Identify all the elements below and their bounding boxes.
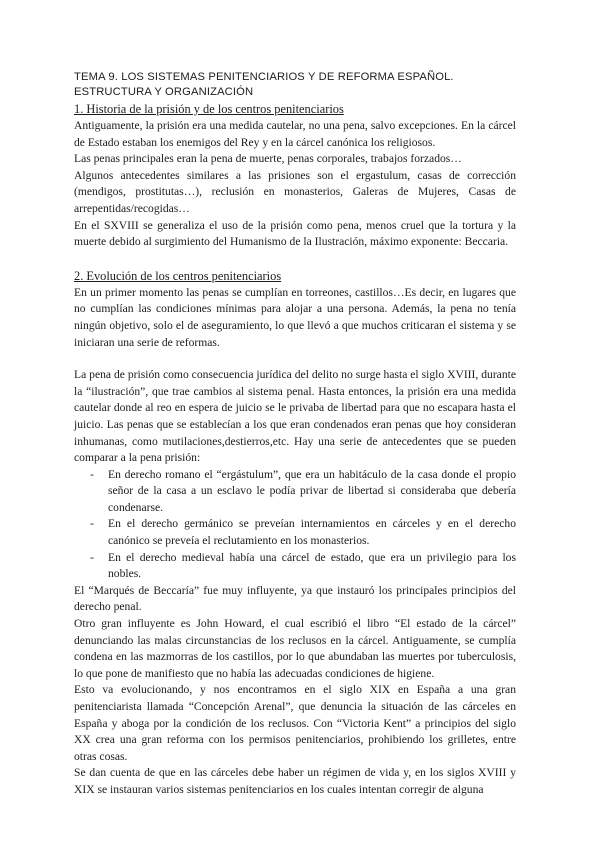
list-item [74,467,516,517]
dash-bullet: - [90,467,94,481]
list-item-text: En derecho romano el “ergástulum”, que era un habitáculo de la casa donde el propio señor de la casa a un esclavo le podía privar de libertad si consideraba que debería condenarse. [108,467,516,514]
section-2-paragraph-3: El “Marqués de Beccaría” fue muy influyente, ya que instauró los principales principios del derecho penal. [74,583,516,614]
list-item-text: En el derecho germánico se preveían internamientos en cárceles y en el derecho canónico se preveía el reclutamiento en los monasterios. [108,517,516,548]
section-2-paragraph-4: Otro gran influyente es John Howard, el cual escribió el libro “El estado de la cárcel” denunciando las malas circunstancias de los reclusos en la cárcel. Antiguamente, se cumplía condena en las mazmorras de los castillos, por lo que abundaban las muertes por tuberculosis, lo que pone de manifiesto que no había las adecuadas condiciones de higiene. [74,617,516,680]
document-title: TEMA 9. LOS SISTEMAS PENITENCIARIOS Y DE REFORMA ESPAÑOL. ESTRUCTURA Y ORGANIZACIÓN [74,71,454,98]
spacer [74,351,516,367]
section-1-paragraph-1: Antiguamente, la prisión era una medida cautelar, no una pena, salvo excepciones. En la cárcel de Estado estaban los enemigos del Rey y en la cárcel canónica los religiosos. [74,119,516,149]
dash-bullet: - [90,517,94,531]
antecedents-list [74,467,516,583]
section-2-paragraph-5: Esto va evolucionando, y nos encontramos en el siglo XIX en España a una gran penitenciarista llamada “Concepción Arenal”, que denuncia la situación de las cárceles en España y aboga por la condición de los reclusos. Con “Victoria Kent” a principios del siglo XX crea una gran reforma con los permisos penitenciarios, prohibiendo los grilletes, entre otras cosas. [74,683,516,763]
section-1-paragraph-2: Las penas principales eran la pena de muerte, penas corporales, trabajos forzados… [74,152,462,166]
dash-bullet: - [90,550,94,564]
list-item [74,516,516,549]
section-2-paragraph-6: Se dan cuenta de que en las cárceles debe haber un régimen de vida y, en los siglos XVIII y XIX se instauran varios sistemas penitenciarios en los cuales intentan corregir de alguna [74,766,516,796]
list-item [74,550,516,583]
section-2-paragraph-1: En un primer momento las penas se cumplían en torreones, castillos…Es decir, en lugares que no cumplían las condiciones mínimas para alojar a una persona. Además, la pena no tenía ningún objetivo, solo el de aseguramiento, lo que llevó a que muchos criticaran el sistema y se iniciaran una serie de reformas. [74,285,516,349]
section-1-paragraph-4: En el SXVIII se generaliza el uso de la prisión como pena, menos cruel que la tortura y la muerte debido al surgimiento del Humanismo de la Ilustración, máximo exponente: Beccaria. [74,218,516,249]
spacer [74,251,516,268]
list-item-text: En el derecho medieval había una cárcel de estado, que era un privilegio para los nobles. [108,550,516,581]
section-1-heading: 1. Historia de la prisión y de los centros penitenciarios [74,102,344,116]
section-2-heading: 2. Evolución de los centros penitenciarios [74,268,282,283]
section-2-paragraph-2: La pena de prisión como consecuencia jurídica del delito no surge hasta el siglo XVIII, durante la “ilustración”, que trae cambios al sistema penal. Hasta entonces, la prisión era una medida cautelar donde al reo en espera de juicio se le privaba de libertad para que no escapara hasta el juicio. Las penas que se establecían a los que eran condenados eran penas que hoy consideran inhumanas, como mutilaciones,destierros,etc. Hay una serie de antecedentes que se pueden comparar a la pena prisión: [74,368,516,465]
section-1-paragraph-3: Algunos antecedentes similares a las prisiones son el ergastulum, casas de corrección (mendigos, prostitutas…), reclusión en monasterios, Galeras de Mujeres, Casas de arrepentidas/recogidas… [74,168,516,215]
